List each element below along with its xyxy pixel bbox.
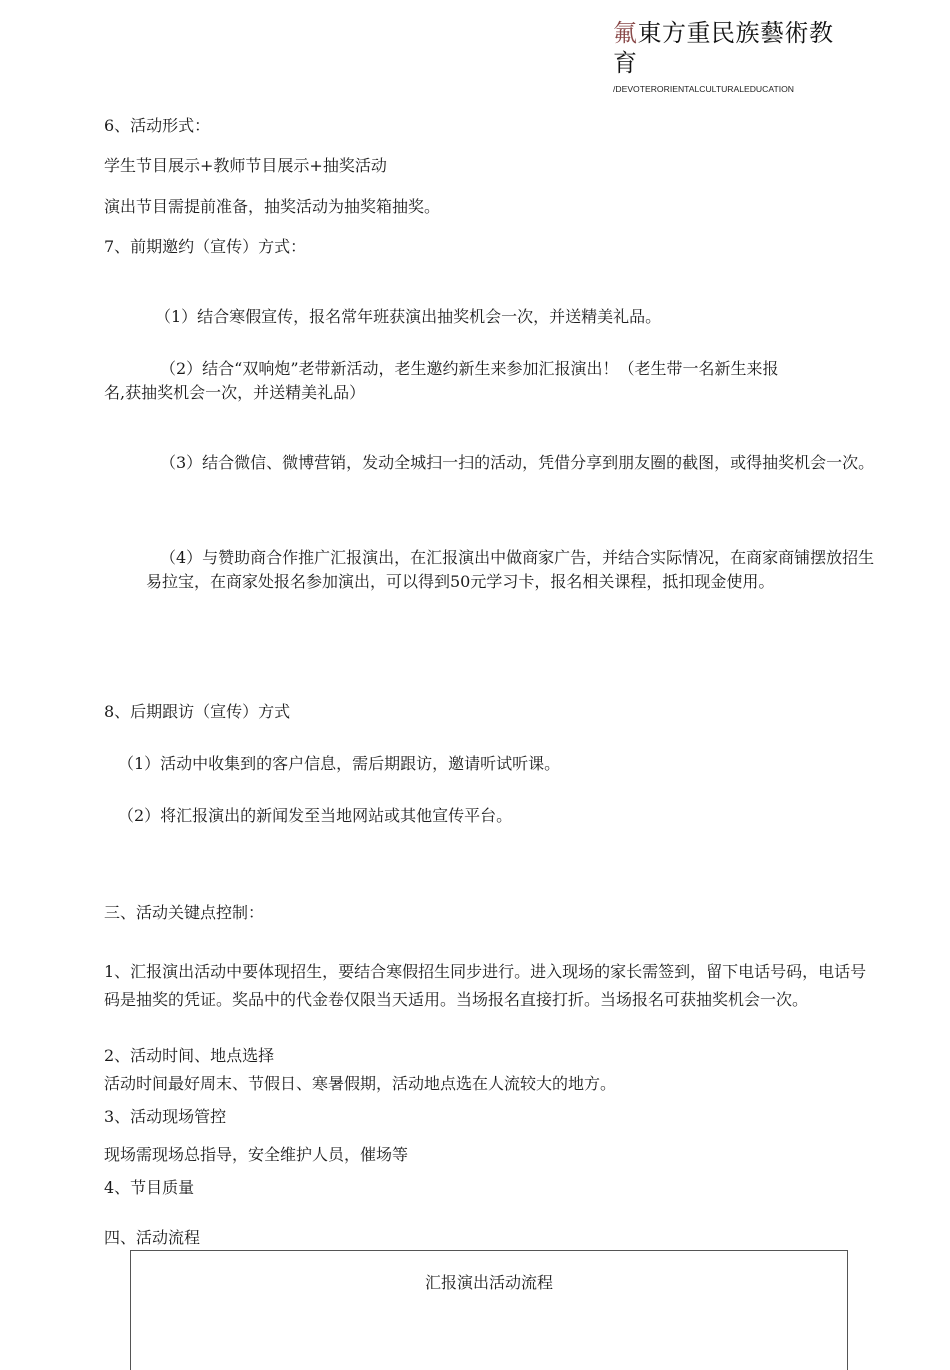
section-6-line-1: 学生节目展示+教师节目展示+抽奖活动 (104, 156, 387, 175)
section-3-item-3-heading: 3、活动现场管控 (104, 1107, 227, 1126)
flow-table-title: 汇报演出活动流程 (424, 1273, 553, 1292)
section-3-item-2-heading: 2、活动时间、地点选择 (104, 1046, 275, 1065)
section-8-item-2: （2）将汇报演出的新闻发至当地网站或其他宣传平台。 (118, 806, 513, 825)
logo-title (613, 18, 853, 78)
section-8-item-1: （1）活动中收集到的客户信息，需后期跟访，邀请听试听课。 (118, 754, 561, 773)
section-3-item-4-heading: 4、节目质量 (104, 1178, 195, 1197)
section-3-item-3-text: 现场需现场总指导，安全维护人员，催场等 (104, 1145, 409, 1164)
section-6-heading: 6、活动形式： (104, 116, 211, 135)
section-8-heading: 8、后期跟访（宣传）方式 (104, 702, 291, 721)
section-4-heading: 四、活动流程 (104, 1228, 201, 1247)
section-3-item-2-text: 活动时间最好周末、节假日、寒暑假期，活动地点选在人流较大的地方。 (104, 1074, 617, 1093)
section-7-item-1: （1）结合寒假宣传，报名常年班获演出抽奖机会一次，并送精美礼品。 (155, 307, 662, 326)
section-3-heading: 三、活动关键点控制： (104, 903, 265, 922)
brand-logo (613, 18, 853, 94)
section-7-item-3: （3）结合微信、微博营销，发动全城扫一扫的活动，凭借分享到朋友圈的截图，或得抽奖机会一次。 (160, 453, 875, 472)
section-3-paragraph-1: 1、汇报演出活动中要体现招生，要结合寒假招生同步进行。进入现场的家长需签到，留下电话号码，电话号码是抽奖的凭证。奖品中的代金卷仅限当天适用。当场报名直接打折。当场报名可获抽奖机会一次。 (104, 962, 867, 1009)
section-7-heading: 7、前期邀约（宣传）方式： (104, 237, 307, 256)
logo-mark: 氟 (613, 19, 638, 47)
section-6-line-2: 演出节目需提前准备，抽奖活动为抽奖箱抽奖。 (104, 197, 441, 216)
logo-title-text: 東方重民族藝術教育 (613, 19, 834, 77)
flow-table (130, 1250, 848, 1370)
section-7-item-2-line-2: 名,获抽奖机会一次，并送精美礼品） (104, 383, 366, 402)
section-7-item-2-line-1: （2）结合“双响炮”老带新活动，老生邀约新生来参加汇报演出！（老生带一名新生来报 (160, 359, 779, 378)
logo-subtitle: /DEVOTERORIENTALCULTURALEDUCATION (613, 84, 794, 94)
section-7-item-4: （4）与赞助商合作推广汇报演出，在汇报演出中做商家广告，并结合实际情况，在商家商铺摆放招生易拉宝，在商家处报名参加演出，可以得到50元学习卡，报名相关课程，抵扣现金使用。 (146, 548, 875, 591)
